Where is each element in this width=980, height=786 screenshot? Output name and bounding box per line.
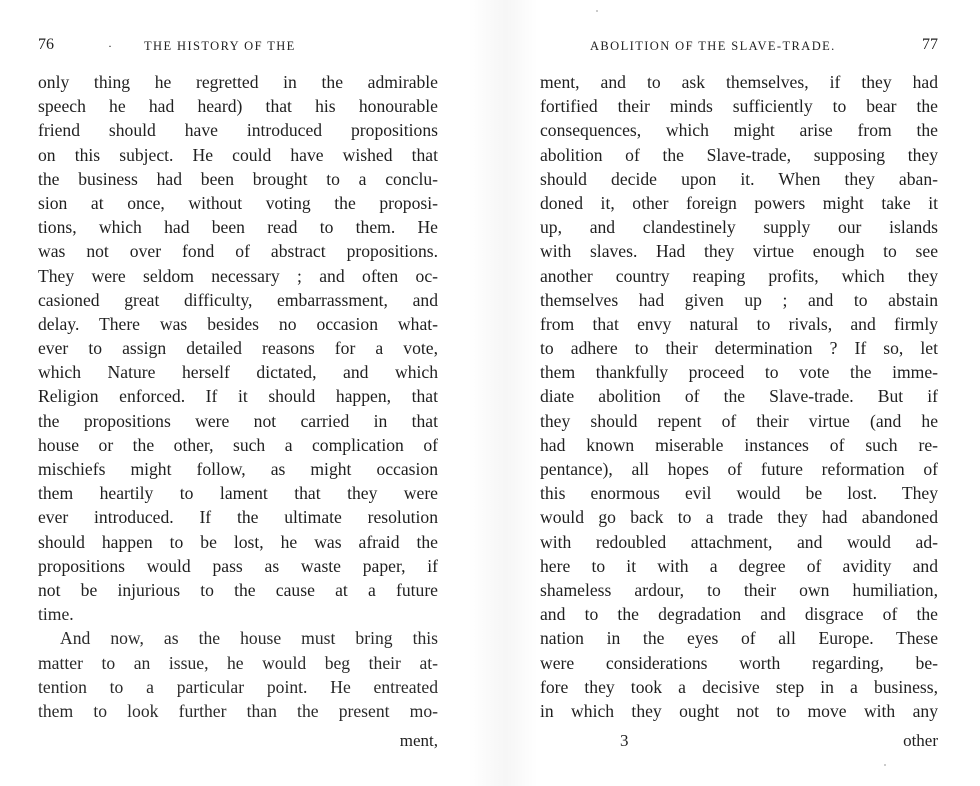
text-line: should decide upon it. When they aban-: [540, 168, 938, 189]
left-running-head: [38, 38, 438, 58]
text-line: abolition of the Slave-trade, supposing they: [540, 144, 938, 165]
text-line: diate abolition of the Slave-trade. But if: [540, 386, 938, 407]
text-line: another country reaping profits, which they: [540, 265, 938, 286]
text-line: should happen to be lost, he was afraid the: [38, 531, 438, 552]
text-line: the business had been brought to a conclu-: [38, 168, 438, 189]
text-line: them to look further than the present mo-: [38, 700, 438, 721]
text-line: with redoubled attachment, and would ad-: [540, 531, 938, 552]
text-line: the propositions were not carried in that: [38, 410, 438, 431]
text-line: tions, which had been read to them. He: [38, 217, 438, 238]
right-page: [540, 0, 938, 786]
text-line: house or the other, such a complication of: [38, 434, 438, 455]
right-running-head: [540, 38, 938, 58]
left-page-text: [38, 70, 438, 723]
text-line: on this subject. He could have wished that: [38, 144, 438, 165]
text-line: mischiefs might follow, as might occasion: [38, 459, 438, 479]
left-catchword: ment,: [399, 731, 438, 750]
text-line: propositions would pass as waste paper, if: [38, 555, 438, 576]
text-line: they should repent of their virtue (and he: [540, 410, 938, 431]
text-line-paragraph-start: And now, as the house must bring this: [60, 628, 438, 649]
gutter-shadow: [468, 0, 538, 786]
text-line: with slaves. Had they virtue enough to see: [540, 241, 938, 262]
text-line: Religion enforced. If it should happen, that: [38, 386, 438, 407]
text-line: fortified their minds sufficiently to bear the: [540, 96, 938, 117]
text-line: sion at once, without voting the proposi-: [38, 192, 438, 213]
text-line: in which they ought not to move with any: [540, 700, 938, 721]
left-page: [38, 0, 438, 786]
paper-speck: [884, 764, 886, 766]
text-line: them thankfully proceed to vote the imme-: [540, 362, 938, 383]
right-running-title: ABOLITION OF THE SLAVE-TRADE.: [590, 39, 836, 53]
text-line: nation in the eyes of all Europe. These: [540, 628, 938, 649]
text-line: from that envy natural to rivals, and firmly: [540, 313, 938, 334]
text-line: fore they took a decisive step in a business,: [540, 676, 938, 697]
text-line: would go back to a trade they had abandoned: [540, 507, 938, 528]
right-page-number: 77: [922, 36, 938, 53]
text-line: had known miserable instances of such re-: [540, 434, 938, 455]
text-line: doned it, other foreign powers might take it: [540, 192, 938, 213]
paper-speck: [596, 10, 598, 12]
text-line: ever introduced. If the ultimate resolution: [38, 507, 438, 528]
right-page-text: [540, 70, 938, 723]
right-catchword: other: [903, 731, 938, 750]
text-line: ever to assign detailed reasons for a vote,: [38, 338, 438, 359]
left-page-number: 76: [38, 36, 54, 53]
text-line: and to the degradation and disgrace of the: [540, 604, 938, 625]
text-line: here to it with a degree of avidity and: [540, 555, 938, 576]
text-line: which Nature herself dictated, and which: [38, 362, 438, 383]
text-line: to adhere to their determination ? If so, let: [540, 338, 938, 359]
text-line: ment, and to ask themselves, if they had: [540, 72, 938, 92]
text-line: pentance), all hopes of future reformation of: [540, 459, 938, 479]
text-line: consequences, which might arise from the: [540, 120, 938, 141]
head-ornament-dot: ·: [108, 39, 114, 53]
left-running-title: THE HISTORY OF THE: [144, 39, 296, 53]
text-line: They were seldom necessary ; and often oc-: [38, 265, 438, 286]
text-line: casioned great difficulty, embarrassment, and: [38, 289, 438, 310]
text-line: only thing he regretted in the admirable: [38, 72, 438, 92]
text-line: matter to an issue, he would beg their at-: [38, 652, 438, 673]
text-line: speech he had heard) that his honourable: [38, 96, 438, 117]
text-line: shameless ardour, to their own humiliation,: [540, 579, 938, 600]
text-line: tention to a particular point. He entreated: [38, 676, 438, 697]
text-line: were considerations worth regarding, be-: [540, 652, 938, 673]
text-line: this enormous evil would be lost. They: [540, 483, 938, 504]
text-line: them heartily to lament that they were: [38, 483, 438, 504]
text-line: themselves had given up ; and to abstain: [540, 289, 938, 310]
signature-mark: 3: [620, 731, 629, 750]
text-line: was not over fond of abstract propositions.: [38, 241, 438, 262]
text-line: delay. There was besides no occasion what-: [38, 313, 438, 334]
text-line-paragraph-end: time.: [38, 604, 74, 625]
text-line: not be injurious to the cause at a future: [38, 579, 438, 600]
text-line: friend should have introduced propositions: [38, 120, 438, 141]
text-line: up, and clandestinely supply our islands: [540, 217, 938, 238]
